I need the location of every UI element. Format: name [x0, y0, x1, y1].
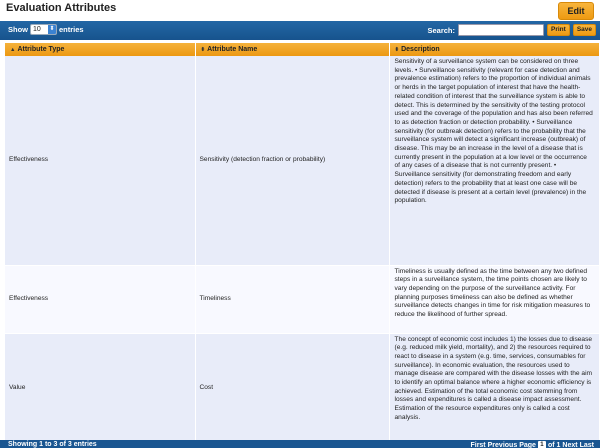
- cell-attribute-name: Cost: [195, 333, 389, 443]
- column-header-attribute-name[interactable]: [195, 43, 389, 56]
- cell-description: Timeliness is usually defined as the time between any two defined steps in a surveillance system, the time points chosen are likely to vary depending on the purpose of the surveillance activity. For planning purposes timeliness can also be defined as whether surveillance detects changes in time for risk mitigation measures to reduce the likelihood of further spread.: [389, 265, 599, 333]
- edit-button[interactable]: Edit: [558, 2, 594, 20]
- column-header-label: Attribute Name: [207, 46, 258, 53]
- column-header-label: Attribute Type: [17, 46, 65, 53]
- search-control: [427, 24, 596, 36]
- save-button[interactable]: Save: [573, 24, 596, 36]
- cell-attribute-name: Timeliness: [195, 265, 389, 333]
- table-footer: [0, 440, 600, 448]
- entries-select-value: 10: [33, 26, 41, 33]
- column-header-attribute-type[interactable]: [5, 43, 195, 56]
- cell-attribute-name: Sensitivity (detection fraction or probability): [195, 56, 389, 265]
- chevron-down-icon: ⬍: [49, 26, 55, 32]
- first-page-link[interactable]: First: [470, 441, 486, 448]
- sort-both-icon: ⬍: [200, 47, 206, 53]
- cell-description: The concept of economic cost includes 1) the losses due to disease (e.g. reduced milk yield, mortality), and 2) the resources required to react to disease in a system (e.g. time, services, consumables for surveillance). In economic evaluation, the resources used to manage disease are compared with the disease losses with the aim to identify an optimal balance where a higher economic efficiency is achieved. Estimation of the total economic cost stemming from losses and expenditures is called a disease impact assessment. Estimation of the resource expenditures only is called a cost analysis.: [389, 333, 599, 443]
- entries-label: entries: [59, 25, 84, 34]
- table-header-row: [5, 43, 599, 56]
- page-number-input[interactable]: 1: [538, 441, 546, 448]
- attributes-table: [5, 43, 600, 444]
- column-header-description[interactable]: [389, 43, 599, 56]
- next-page-link[interactable]: Next: [562, 441, 578, 448]
- table-row[interactable]: [5, 265, 599, 333]
- show-label: Show: [8, 25, 28, 34]
- last-page-link[interactable]: Last: [579, 441, 594, 448]
- entries-length-control: [8, 24, 84, 35]
- entries-select[interactable]: [30, 24, 57, 35]
- cell-description: Sensitivity of a surveillance system can be considered on three levels. • Surveillance sensitivity (relevant for case detection and prevalence estimation) refers to the proportion of individual animals or herds in the target population of interest that have the health-related condition of interest that the surveillance system is able to detect. This is determined by the sensitivity of the testing protocol used and the coverage of the population and has also been referred to as detection fraction or detection probability. • Surveillance sensitivity (for outbreak detection) refers to the probability that the surveillance system will detect a significant increase (outbreak) of disease. This may be an increase in the level of a disease that is currently present in the population at a low level or the occurrence of any cases of a disease that is not currently present. • Surveillance sensitivity (for demonstrating freedom and early detection) refers to the probability that at least one case will be detected if disease is present at a certain level (prevalence) in the population.: [389, 56, 599, 265]
- print-button[interactable]: Print: [547, 24, 570, 36]
- previous-page-link[interactable]: Previous: [487, 441, 518, 448]
- page-label: Page: [519, 441, 536, 448]
- pagination: [470, 441, 594, 448]
- cell-attribute-type: Effectiveness: [5, 56, 195, 265]
- search-label: Search:: [427, 25, 455, 35]
- cell-attribute-type: Effectiveness: [5, 265, 195, 333]
- sort-both-icon: ⬍: [394, 47, 400, 53]
- table-toolbar: [0, 21, 600, 40]
- sort-asc-icon: ▲: [10, 47, 16, 53]
- column-header-label: Description: [401, 46, 440, 53]
- search-input[interactable]: [458, 24, 544, 36]
- table-row[interactable]: [5, 56, 599, 265]
- table-info: Showing 1 to 3 of 3 entries: [8, 441, 97, 448]
- table-row[interactable]: [5, 333, 599, 443]
- cell-attribute-type: Value: [5, 333, 195, 443]
- page-title: Evaluation Attributes: [6, 2, 117, 14]
- page-of-label: of 1: [547, 441, 561, 448]
